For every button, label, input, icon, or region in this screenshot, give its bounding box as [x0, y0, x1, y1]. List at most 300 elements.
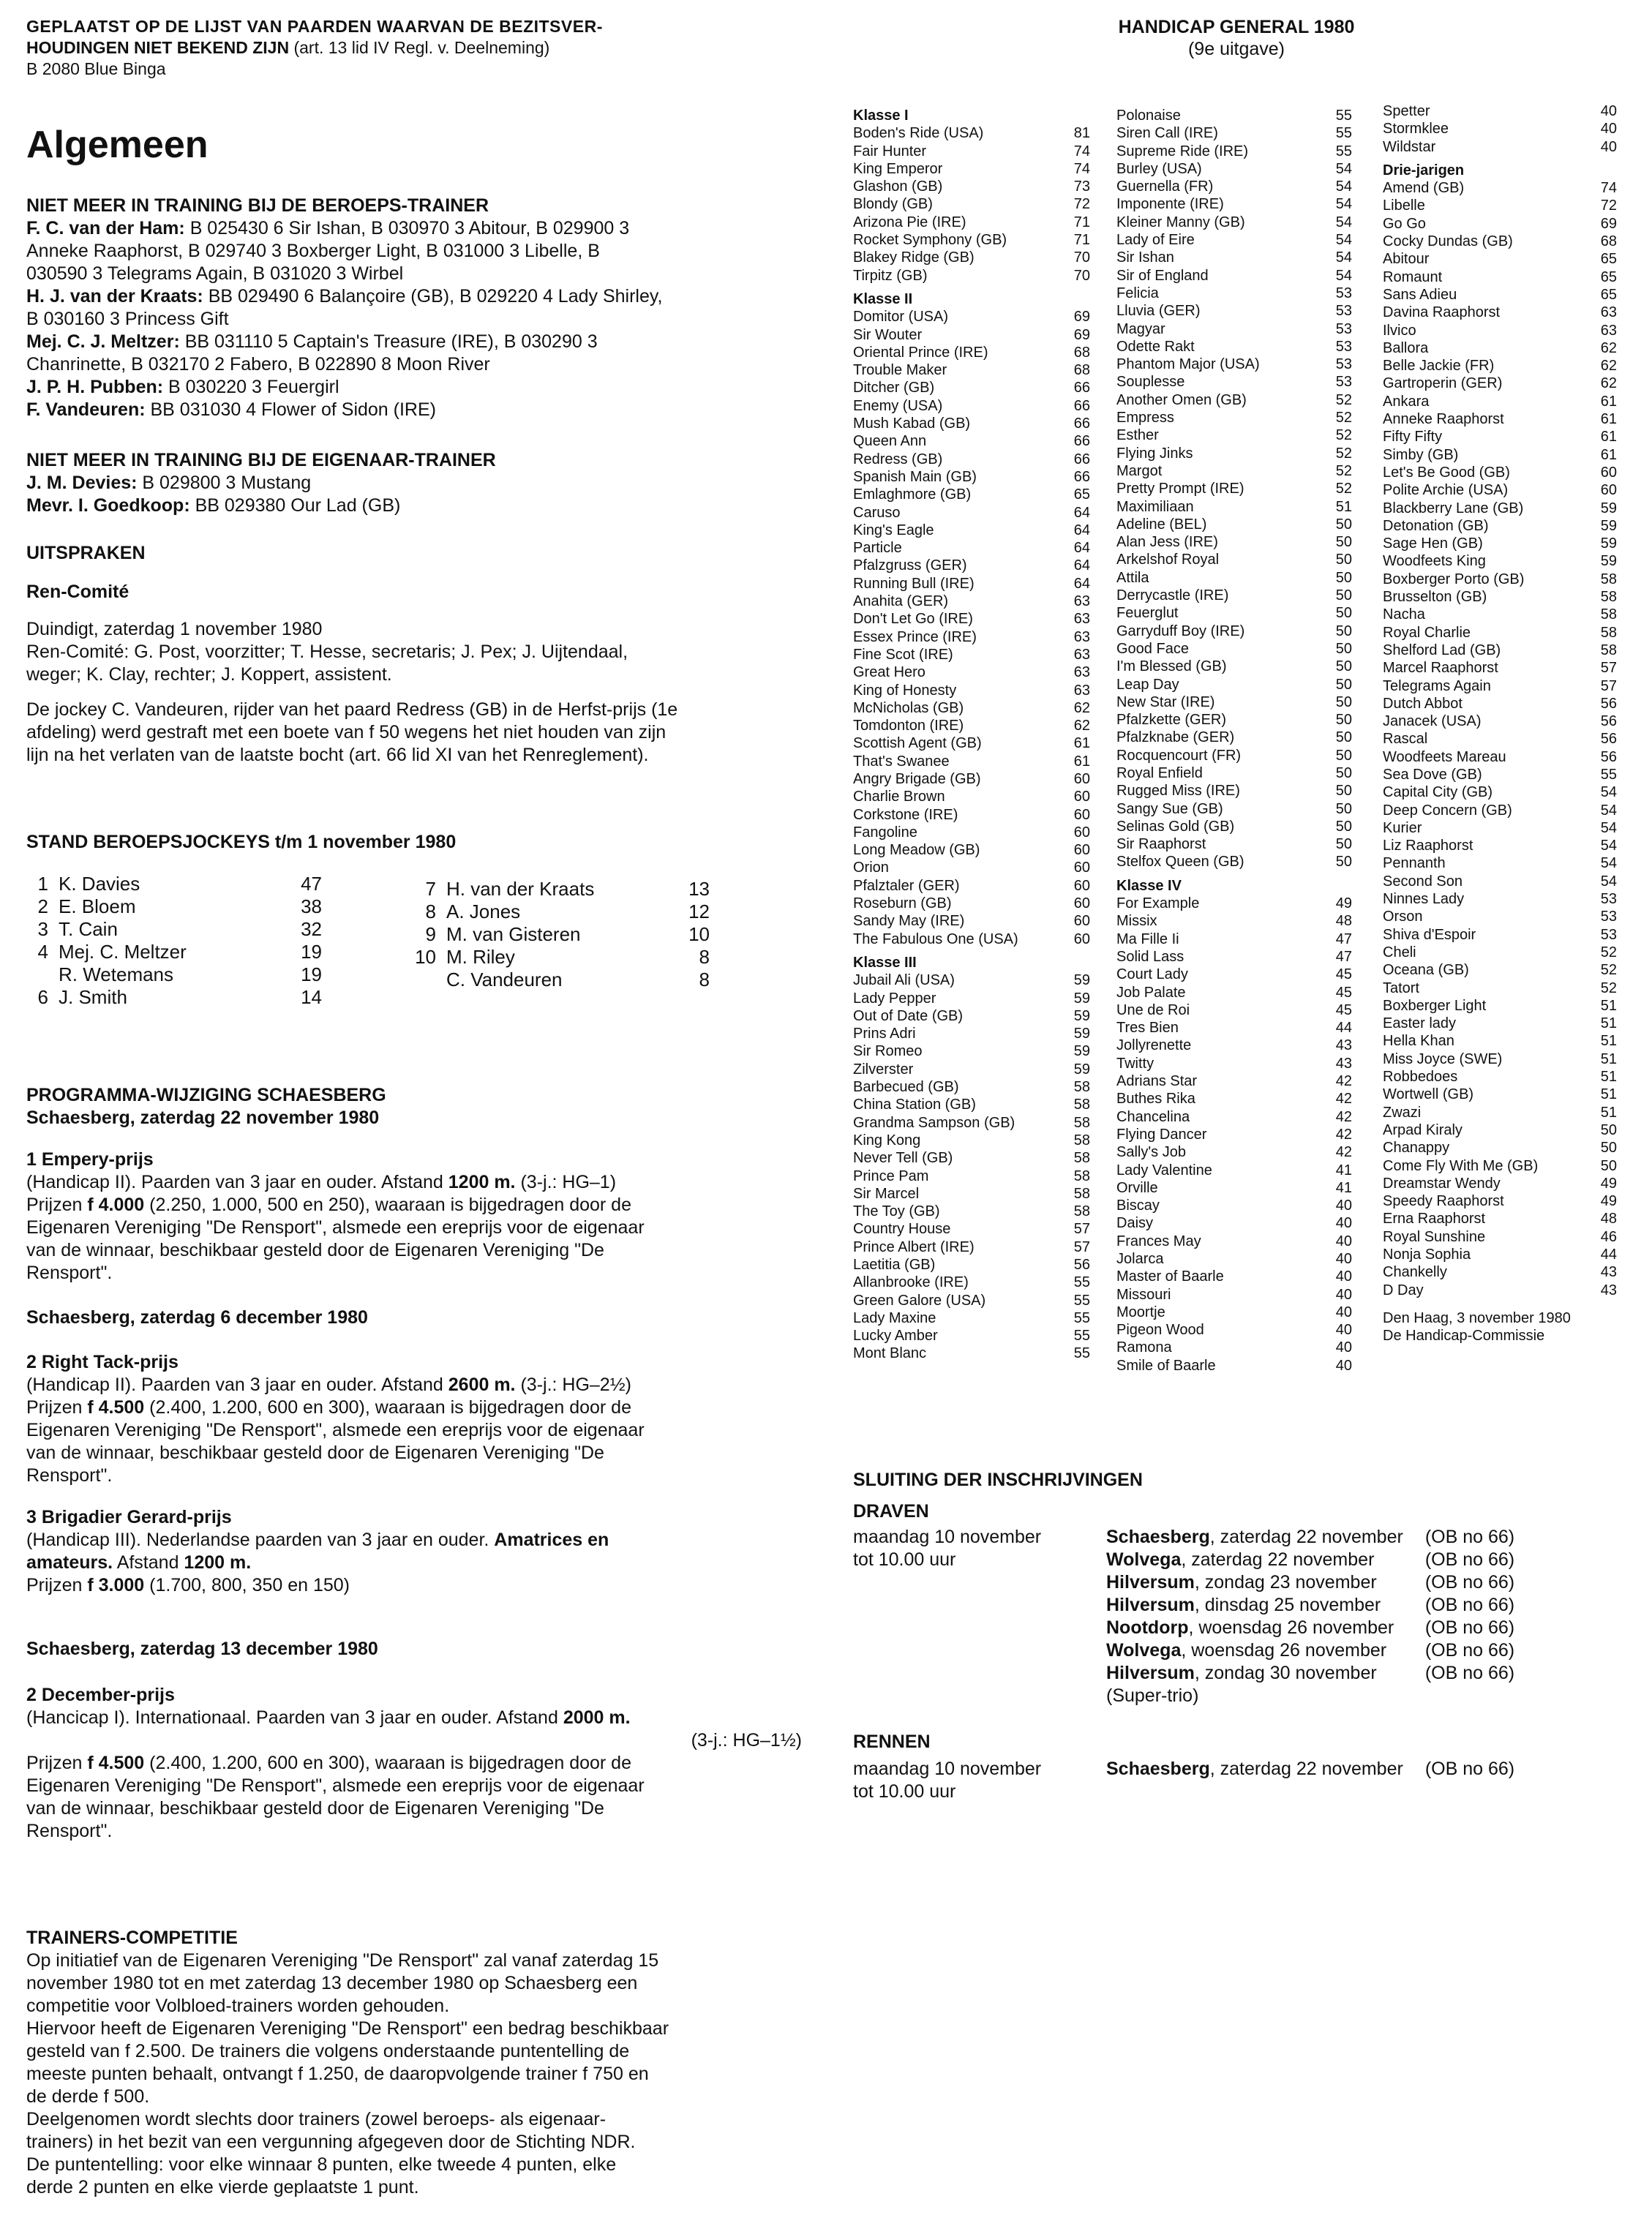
beroeps-trainer-name: F. Vandeuren: — [26, 399, 146, 420]
handicap-row — [1116, 426, 1352, 444]
handicap-weight: 54 — [1600, 784, 1617, 801]
handicap-signoff — [1383, 1309, 1617, 1345]
handicap-weight: 55 — [1073, 1345, 1090, 1362]
deadline-line: tot 10.00 uur — [853, 1549, 956, 1570]
beroeps-horses: B 025430 6 Sir Ishan, B 030970 3 Abitour, B 029900 3 — [189, 218, 630, 238]
beroeps-line — [26, 331, 802, 353]
handicap-class-heading: Klasse IV — [1116, 877, 1182, 894]
handicap-row — [853, 249, 1090, 266]
horse-name: Nacha — [1383, 606, 1425, 623]
handicap-row — [1383, 802, 1617, 819]
trainers-line: de derde f 500. — [26, 2086, 150, 2107]
jockey-name: J. Smith — [59, 986, 127, 1008]
signoff-line: Den Haag, 3 november 1980 — [1383, 1309, 1571, 1326]
beroeps-line — [26, 376, 802, 399]
handicap-row — [1383, 873, 1617, 890]
handicap-row — [1383, 552, 1617, 570]
programma-date-1: Schaesberg, zaterdag 22 november 1980 — [26, 1108, 380, 1128]
horse-name: Allanbrooke (IRE) — [853, 1274, 969, 1291]
stand-heading: STAND BEROEPSJOCKEYS t/m 1 november 1980 — [26, 832, 457, 852]
horse-name: Buthes Rika — [1116, 1091, 1195, 1108]
handicap-row — [853, 1220, 1090, 1238]
beroeps-horses: BB 031110 5 Captain's Treasure (IRE), B 030290 3 — [184, 331, 598, 352]
handicap-weight: 44 — [1600, 1247, 1617, 1263]
handicap-row — [853, 1007, 1090, 1025]
handicap-weight: 60 — [1073, 895, 1090, 912]
handicap-row — [1116, 1001, 1352, 1019]
handicap-weight: 62 — [1600, 358, 1617, 375]
horse-name: New Star (IRE) — [1116, 693, 1215, 710]
handicap-weight: 54 — [1335, 232, 1352, 249]
horse-name: Imponente (IRE) — [1116, 196, 1224, 213]
deadline-line: maandag 10 november — [853, 1759, 1042, 1779]
horse-name: Amend (GB) — [1383, 180, 1465, 197]
ob-ref: (OB no 66) — [1424, 1617, 1515, 1638]
handicap-row — [1116, 1179, 1352, 1197]
eigenaar-horses: B 029800 3 Mustang — [142, 473, 312, 493]
handicap-row — [1116, 1143, 1352, 1161]
handicap-row — [1116, 623, 1352, 640]
gap — [1116, 871, 1352, 877]
handicap-row — [1116, 948, 1352, 966]
horse-name: Spanish Main (GB) — [853, 468, 977, 485]
horse-name: Solid Lass — [1116, 948, 1184, 965]
horse-name: Kurier — [1383, 819, 1422, 836]
uitspraken-line: De jockey C. Vandeuren, rijder van het paard Redress (GB) in de Herfst-prijs (1e — [26, 699, 678, 720]
handicap-weight: 64 — [1073, 522, 1090, 538]
handicap-weight: 61 — [1073, 753, 1090, 770]
handicap-row — [1116, 1214, 1352, 1232]
handicap-row — [1116, 747, 1352, 764]
handicap-row — [853, 1256, 1090, 1274]
handicap-row — [1383, 1015, 1617, 1032]
eigenaar-line — [26, 472, 802, 495]
horse-name: Spetter — [1383, 103, 1430, 119]
jockey-rank: 4 — [37, 941, 48, 963]
jockey-wins: 38 — [301, 895, 322, 917]
handicap-row — [1383, 500, 1617, 517]
handicap-weight: 68 — [1073, 344, 1090, 361]
handicap-row — [1383, 997, 1617, 1015]
race-line: van de winnaar, beschikbaar gesteld door de Eigenaren Vereniging "De — [26, 1798, 604, 1819]
handicap-row — [1383, 659, 1617, 677]
horse-name: Brusselton (GB) — [1383, 589, 1487, 606]
handicap-weight: 54 — [1600, 855, 1617, 872]
horse-name: Royal Sunshine — [1383, 1228, 1486, 1245]
horse-name: Green Galore (USA) — [853, 1292, 986, 1309]
horse-name: Abitour — [1383, 251, 1430, 268]
handicap-weight: 52 — [1335, 481, 1352, 497]
handicap-row — [853, 1185, 1090, 1203]
handicap-weight: 51 — [1600, 1069, 1617, 1086]
horse-name: That's Swanee — [853, 753, 950, 770]
handicap-subtitle: (9e uitgave) — [1187, 39, 1285, 59]
horse-name: Arpad Kiraly — [1383, 1121, 1463, 1138]
trainers-line: Op initiatief van de Eigenaren Vereniging "De Rensport" zal vanaf zaterdag 15 — [26, 1950, 659, 1971]
handicap-weight: 65 — [1600, 286, 1617, 303]
handicap-weight: 53 — [1335, 320, 1352, 337]
horse-name: Speedy Raaphorst — [1383, 1193, 1504, 1210]
handicap-row — [1116, 533, 1352, 551]
horse-name: Pfalztaler (GER) — [853, 877, 960, 894]
beroeps-horses: B 030220 3 Feuergirl — [168, 377, 339, 397]
handicap-weight: 51 — [1600, 1050, 1617, 1067]
handicap-row — [1116, 587, 1352, 604]
handicap-weight: 58 — [1073, 1203, 1090, 1220]
jockey-wins: 14 — [301, 986, 322, 1008]
race-line: amateurs. Afstand 1200 m. — [26, 1552, 252, 1573]
jockey-rank: 9 — [425, 923, 436, 945]
horse-name: Chankelly — [1383, 1264, 1447, 1281]
handicap-row — [853, 361, 1090, 379]
handicap-weight: 50 — [1335, 783, 1352, 800]
handicap-row — [1383, 890, 1617, 908]
handicap-weight: 54 — [1600, 873, 1617, 890]
handicap-weight: 62 — [1600, 339, 1617, 356]
handicap-row — [1383, 1175, 1617, 1192]
handicap-weight: 70 — [1073, 249, 1090, 266]
handicap-row — [853, 160, 1090, 178]
handicap-row — [1116, 498, 1352, 516]
handicap-row — [1116, 711, 1352, 729]
jockey-row — [26, 986, 334, 1009]
handicap-weight: 53 — [1600, 909, 1617, 925]
horse-name: Country House — [853, 1221, 951, 1238]
handicap-row — [1116, 373, 1352, 391]
handicap-column-1 — [853, 107, 1090, 1363]
handicap-row — [853, 451, 1090, 468]
handicap-row — [853, 1042, 1090, 1060]
horse-name: Flying Jinks — [1116, 445, 1193, 462]
horse-name: Great Hero — [853, 664, 926, 681]
horse-name: Janacek (USA) — [1383, 713, 1482, 730]
handicap-row — [1383, 819, 1617, 837]
horse-name: Stelfox Queen (GB) — [1116, 854, 1244, 871]
handicap-weight: 65 — [1600, 268, 1617, 285]
handicap-weight: 56 — [1600, 695, 1617, 712]
horse-name: Pfalzkette (GER) — [1116, 712, 1227, 729]
horse-name: Anneke Raaphorst — [1383, 411, 1504, 428]
jockey-wins: 8 — [699, 946, 710, 968]
handicap-weight: 56 — [1600, 713, 1617, 730]
handicap-row — [853, 971, 1090, 989]
beroeps-line — [26, 240, 802, 263]
handicap-row — [853, 1061, 1090, 1078]
horse-name: King of Honesty — [853, 682, 957, 699]
trainers-line: Hiervoor heeft de Eigenaren Vereniging "De Rensport" een bedrag beschikbaar — [26, 2018, 669, 2039]
horse-name: Grandma Sampson (GB) — [853, 1114, 1015, 1131]
beroeps-line — [26, 263, 802, 285]
horse-name: Wildstar — [1383, 138, 1436, 155]
meeting-place: Wolvega — [1106, 1640, 1182, 1661]
horse-name: Particle — [853, 540, 902, 557]
handicap-row — [1383, 481, 1617, 499]
sluiting-block — [853, 1469, 1629, 1803]
handicap-row — [1116, 782, 1352, 800]
handicap-weight: 43 — [1600, 1282, 1617, 1298]
handicap-row — [1116, 1321, 1352, 1339]
horse-name: Erna Raaphorst — [1383, 1211, 1486, 1227]
handicap-weight: 50 — [1335, 658, 1352, 675]
handicap-weight: 55 — [1073, 1274, 1090, 1291]
horse-name: Pigeon Wood — [1116, 1322, 1204, 1339]
handicap-weight: 55 — [1073, 1328, 1090, 1345]
handicap-row — [1116, 800, 1352, 818]
horse-name: Scottish Agent (GB) — [853, 735, 982, 752]
race-key-value: 2600 m. — [448, 1375, 516, 1395]
meeting-place: Hilversum — [1106, 1595, 1195, 1615]
handicap-row — [1383, 410, 1617, 428]
handicap-row — [853, 326, 1090, 344]
race-line: Prijzen f 4.000 (2.250, 1.000, 500 en 250), waaraan is bijgedragen door de — [26, 1195, 631, 1215]
handicap-header — [849, 16, 1624, 60]
jockey-row — [414, 969, 710, 991]
handicap-weight: 40 — [1335, 1198, 1352, 1214]
handicap-row — [853, 699, 1090, 717]
handicap-weight: 59 — [1073, 1061, 1090, 1078]
jockey-rank: 6 — [37, 986, 48, 1008]
horse-name: Miss Joyce (SWE) — [1383, 1050, 1503, 1067]
handicap-row — [1383, 713, 1617, 730]
handicap-row — [1383, 854, 1617, 872]
horse-name: Second Son — [1383, 873, 1463, 890]
handicap-weight: 66 — [1073, 451, 1090, 467]
horse-name: Sir Wouter — [853, 326, 923, 343]
handicap-row — [853, 1132, 1090, 1149]
handicap-weight: 54 — [1335, 249, 1352, 266]
horse-name: Ankara — [1383, 393, 1430, 410]
jockey-wins: 19 — [301, 941, 322, 963]
horse-name: Lucky Amber — [853, 1328, 938, 1345]
handicap-weight: 49 — [1335, 895, 1352, 912]
handicap-row — [853, 628, 1090, 646]
horse-name: Tomdonton (IRE) — [853, 718, 964, 734]
handicap-row — [1116, 1304, 1352, 1321]
jockey-wins: 13 — [688, 878, 710, 900]
horse-name: McNicholas (GB) — [853, 699, 964, 716]
race-line: Rensport". — [26, 1821, 113, 1841]
handicap-weight: 58 — [1073, 1114, 1090, 1131]
handicap-row — [1383, 464, 1617, 481]
handicap-weight: 60 — [1073, 877, 1090, 894]
horse-name: Ballora — [1383, 339, 1429, 356]
horse-name: Good Face — [1116, 640, 1189, 657]
horse-name: Sir of England — [1116, 267, 1209, 284]
meeting-date: , zondag 23 november — [1194, 1572, 1377, 1593]
handicap-weight: 55 — [1335, 108, 1352, 124]
horse-name: Pennanth — [1383, 855, 1446, 872]
handicap-weight: 50 — [1600, 1121, 1617, 1138]
horse-name: Ma Fille Ii — [1116, 930, 1179, 947]
horse-name: Out of Date (GB) — [853, 1007, 964, 1024]
horse-name: Lluvia (GER) — [1116, 303, 1201, 320]
eigenaar-trainer-name: Mevr. I. Goedkoop: — [26, 495, 190, 516]
handicap-weight: 59 — [1600, 500, 1617, 516]
horse-name: Stormklee — [1383, 121, 1449, 138]
race-line: Eigenaren Vereniging "De Rensport", alsmede een ereprijs voor de eigenaar — [26, 1217, 645, 1238]
jockey-name: H. van der Kraats — [446, 878, 595, 900]
handicap-weight: 63 — [1073, 628, 1090, 645]
handicap-weight: 57 — [1600, 660, 1617, 677]
handicap-weight: 61 — [1600, 393, 1617, 410]
horse-name: The Toy (GB) — [853, 1203, 940, 1220]
race-line: Eigenaren Vereniging "De Rensport", alsmede een ereprijs voor de eigenaar — [26, 1420, 645, 1440]
handicap-weight: 50 — [1335, 676, 1352, 693]
horse-name: Esther — [1116, 427, 1159, 444]
handicap-row — [853, 841, 1090, 859]
draven-table — [853, 1526, 1514, 1707]
uitspraken-paragraph-2 — [26, 699, 802, 767]
handicap-row — [1116, 178, 1352, 195]
horse-name: Ditcher (GB) — [853, 380, 935, 396]
handicap-row — [1383, 624, 1617, 642]
horse-name: Gartroperin (GER) — [1383, 375, 1503, 392]
horse-name: Davina Raaphorst — [1383, 304, 1501, 321]
deadline-line: maandag 10 november — [853, 1527, 1042, 1547]
horse-name: D Day — [1383, 1282, 1424, 1298]
horse-name: Easter lady — [1383, 1015, 1457, 1032]
trainers-block — [26, 1927, 802, 2199]
handicap-weight: 65 — [1600, 251, 1617, 268]
handicap-weight: 62 — [1073, 718, 1090, 734]
jockey-rank: 3 — [37, 918, 48, 940]
handicap-weight: 45 — [1335, 1001, 1352, 1018]
eigenaar-heading: NIET MEER IN TRAINING BIJ DE EIGENAAR-TRAINER — [26, 450, 496, 470]
jockey-row — [414, 878, 710, 901]
handicap-row — [853, 859, 1090, 876]
handicap-weight: 60 — [1073, 824, 1090, 841]
handicap-title: HANDICAP GENERAL 1980 — [1118, 17, 1355, 37]
handicap-row — [1383, 1139, 1617, 1157]
handicap-weight: 63 — [1073, 682, 1090, 699]
handicap-row — [1383, 642, 1617, 659]
handicap-weight: 50 — [1600, 1140, 1617, 1157]
handicap-row — [1116, 818, 1352, 835]
horse-name: Domitor (USA) — [853, 309, 949, 326]
horse-name: King Emperor — [853, 160, 943, 177]
horse-name: Maximiliaan — [1116, 498, 1194, 515]
horse-name: Missix — [1116, 913, 1157, 930]
handicap-weight: 65 — [1073, 486, 1090, 503]
handicap-weight: 54 — [1335, 267, 1352, 284]
handicap-weight: 59 — [1073, 972, 1090, 989]
jockey-row — [414, 901, 710, 923]
draven-meeting — [1106, 1617, 1403, 1639]
uitspraken-line: afdeling) werd gestraft met een boete van f 50 wegens het niet houden van zijn — [26, 722, 667, 742]
horse-name: Sally's Job — [1116, 1144, 1186, 1161]
eigenaar-trainer-name: J. M. Devies: — [26, 473, 138, 493]
handicap-weight: 40 — [1335, 1339, 1352, 1356]
handicap-weight: 51 — [1600, 1033, 1617, 1050]
handicap-weight: 42 — [1335, 1091, 1352, 1108]
draven-ob-refs — [1403, 1526, 1514, 1707]
handicap-weight: 50 — [1335, 640, 1352, 657]
handicap-weight: 45 — [1335, 966, 1352, 983]
horse-name: Moortje — [1116, 1304, 1165, 1320]
race-key-value: 1200 m. — [184, 1552, 252, 1573]
handicap-row — [853, 1203, 1090, 1220]
horse-name: Une de Roi — [1116, 1001, 1190, 1018]
horse-name: Jolarca — [1116, 1251, 1164, 1267]
horse-name: Blackberry Lane (GB) — [1383, 500, 1524, 516]
handicap-weight: 40 — [1600, 103, 1617, 119]
handicap-weight: 58 — [1073, 1132, 1090, 1148]
handicap-weight: 55 — [1335, 143, 1352, 159]
horse-name: Siren Call (IRE) — [1116, 125, 1218, 142]
race-key-value: 1200 m. — [448, 1172, 516, 1192]
handicap-row — [853, 1327, 1090, 1345]
deadline-line: tot 10.00 uur — [853, 1781, 956, 1802]
handicap-row — [853, 379, 1090, 396]
handicap-weight: 52 — [1600, 980, 1617, 996]
race-line: (3-j.: HG–1½) — [691, 1730, 802, 1751]
race-key-value: f 4.000 — [87, 1195, 145, 1215]
jockey-rank: 7 — [425, 878, 436, 900]
rennen-ob-refs — [1403, 1758, 1514, 1803]
handicap-weight: 53 — [1335, 303, 1352, 320]
horse-name: Cheli — [1383, 944, 1416, 960]
handicap-weight: 40 — [1335, 1215, 1352, 1232]
handicap-weight: 59 — [1600, 553, 1617, 570]
handicap-row — [1116, 445, 1352, 462]
stand-block — [26, 831, 802, 1009]
horse-name: Zilverster — [853, 1061, 914, 1078]
meeting-date: , dinsdag 25 november — [1194, 1595, 1381, 1615]
handicap-row — [1116, 160, 1352, 178]
meeting-place: Nootdorp — [1106, 1617, 1189, 1638]
supertrio-note: (Super-trio) — [1106, 1685, 1199, 1706]
beroeps-horses: BB 031030 4 Flower of Sidon (IRE) — [150, 399, 436, 420]
handicap-class-heading: Drie-jarigen — [1383, 162, 1465, 178]
handicap-weight: 54 — [1335, 214, 1352, 230]
notice-ref: (art. 13 lid IV Regl. v. Deelneming) — [293, 38, 550, 57]
meeting-date: , zaterdag 22 november — [1209, 1527, 1403, 1547]
handicap-weight: 60 — [1073, 860, 1090, 876]
horse-name: Wortwell (GB) — [1383, 1086, 1474, 1103]
beroeps-heading: NIET MEER IN TRAINING BIJ DE BEROEPS-TRAINER — [26, 195, 489, 216]
horse-name: Lady Valentine — [1116, 1162, 1212, 1178]
handicap-weight: 55 — [1073, 1292, 1090, 1309]
handicap-row — [1116, 966, 1352, 983]
handicap-weight: 58 — [1073, 1185, 1090, 1202]
beroeps-line — [26, 308, 802, 331]
horse-name: I'm Blessed (GB) — [1116, 658, 1227, 675]
handicap-row — [1116, 658, 1352, 675]
handicap-row — [1383, 1121, 1617, 1139]
beroeps-trainer-name: Mej. C. J. Meltzer: — [26, 331, 180, 352]
horse-name: Arkelshof Royal — [1116, 552, 1220, 568]
handicap-row — [853, 143, 1090, 160]
handicap-row — [1383, 944, 1617, 961]
handicap-weight: 53 — [1335, 338, 1352, 355]
jockey-name: K. Davies — [59, 873, 140, 895]
handicap-column-2 — [1116, 107, 1352, 1375]
eigenaar-lines — [26, 472, 802, 517]
handicap-row — [853, 178, 1090, 195]
handicap-row — [1116, 107, 1352, 124]
handicap-weight: 40 — [1335, 1233, 1352, 1249]
handicap-weight: 63 — [1073, 646, 1090, 663]
handicap-weight: 48 — [1335, 913, 1352, 930]
programma-heading: PROGRAMMA-WIJZIGING SCHAESBERG — [26, 1085, 386, 1105]
notice-title: GEPLAATST OP DE LIJST VAN PAARDEN WAARVAN DE BEZITSVER- — [26, 17, 603, 36]
handicap-weight: 58 — [1073, 1150, 1090, 1167]
handicap-row — [1383, 606, 1617, 623]
handicap-weight: 51 — [1600, 1104, 1617, 1121]
horse-name: Magyar — [1116, 320, 1165, 337]
beroeps-trainer-name: F. C. van der Ham: — [26, 218, 185, 238]
meeting-place: Hilversum — [1106, 1572, 1195, 1593]
